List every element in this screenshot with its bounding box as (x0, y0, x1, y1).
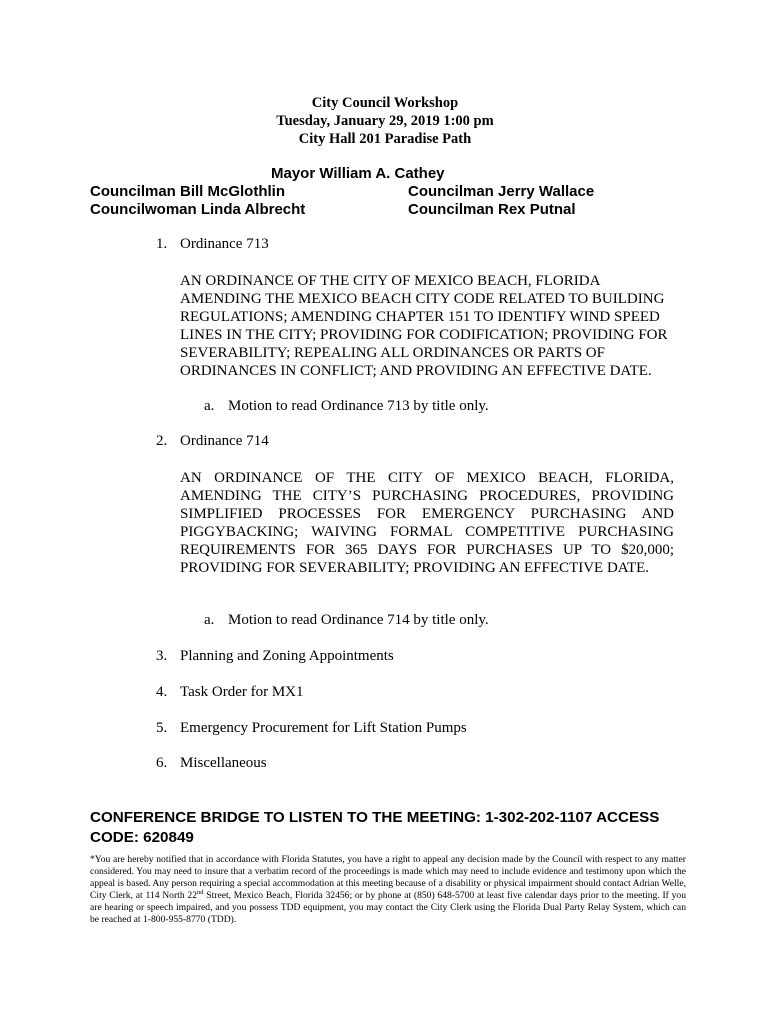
subitem-letter: a. (204, 612, 215, 628)
conference-bridge-info: CONFERENCE BRIDGE TO LISTEN TO THE MEETING: 1-302-202-1107 ACCESS CODE: 620849 (90, 809, 660, 846)
agenda-item-1a (204, 398, 489, 415)
ordinance-714-text: AN ORDINANCE OF THE CITY OF MEXICO BEACH, FLORIDA, AMENDING THE CITY’S PURCHASING PROCEDURES, PROVIDING SIMPLIFIED PROCESSES FOR EMERGENCY PURCHASING AND PIGGYBACKING; WAIVING FORMAL COMPETITIVE PURCHASING REQUIREMENTS FOR 365 DAYS FOR PURCHASES UP TO $20,000; PROVIDING FOR SEVERABILITY; PROVIDING AN EFFECTIVE DATE. (180, 470, 674, 576)
mayor-name: Mayor William A. Cathey (271, 165, 445, 182)
meeting-location: City Hall 201 Paradise Path (298, 131, 472, 147)
item-title: Task Order for MX1 (180, 684, 304, 700)
item-title: Emergency Procurement for Lift Station Pumps (180, 720, 467, 736)
agenda-item-1 (156, 236, 269, 253)
item-title: Ordinance 713 (180, 236, 269, 252)
item-title: Miscellaneous (180, 755, 267, 771)
notice-superscript: nd (197, 889, 204, 897)
subitem-text: Motion to read Ordinance 714 by title only. (228, 612, 489, 628)
agenda-item-2 (156, 433, 269, 450)
ordinance-713-text: AN ORDINANCE OF THE CITY OF MEXICO BEACH, FLORIDA AMENDING THE MEXICO BEACH CITY CODE RELATED TO BUILDING REGULATIONS; AMENDING CHAPTER 151 TO IDENTIFY WIND SPEED LINES IN THE CITY; PROVIDING FOR CODIFICATION; PROVIDING FOR SEVERABILITY; REPEALING ALL ORDINANCES OR PARTS OF ORDINANCES IN CONFLICT; AND PROVIDING AN EFFECTIVE DATE. (180, 273, 668, 379)
agenda-item-3 (156, 648, 394, 665)
agenda-item-6 (156, 755, 267, 772)
item-title: Ordinance 714 (180, 433, 269, 449)
councilman-wallace: Councilman Jerry Wallace (408, 183, 595, 200)
subitem-text: Motion to read Ordinance 713 by title only. (228, 398, 489, 414)
meeting-title: City Council Workshop (311, 95, 459, 111)
legal-notice (90, 854, 686, 927)
item-number: 2. (156, 433, 168, 449)
meeting-datetime: Tuesday, January 29, 2019 1:00 pm (276, 113, 494, 129)
item-number: 4. (156, 684, 168, 700)
councilman-putnal: Councilman Rex Putnal (408, 201, 576, 218)
councilman-mcglothlin: Councilman Bill McGlothlin (90, 183, 285, 200)
item-number: 1. (156, 236, 168, 252)
agenda-item-5 (156, 720, 467, 737)
agenda-item-4 (156, 684, 304, 701)
subitem-letter: a. (204, 398, 215, 414)
item-number: 6. (156, 755, 168, 771)
item-title: Planning and Zoning Appointments (180, 648, 394, 664)
notice-text-part1: *You are hereby notified that in accordance with Florida Statutes, you have a right to appeal any decision made by the Council with respect to any matter considered. You may need to insure that a verbatim record of the proceedings is made which may need to include evidence and testimony upon which the appeal is based. Any person requiring a special accommodation at this meeting because of a disability or physical impairment should contact Adrian Welle, City Clerk, at 114 North 22 (90, 854, 686, 902)
notice-text-part2: Street, Mexico Beach, Florida 32456; or by phone at (850) 648-5700 at least five calendar days prior to the meeting. If you are hearing or speech impaired, and you possess TDD equipment, you may contact the City Clerk using the Florida Dual Party Relay System, which can be reached at 1-800-955-8770 (TDD). (90, 890, 687, 926)
item-number: 5. (156, 720, 168, 736)
item-number: 3. (156, 648, 168, 664)
councilwoman-albrecht: Councilwoman Linda Albrecht (90, 201, 306, 218)
agenda-item-2a (204, 612, 489, 629)
